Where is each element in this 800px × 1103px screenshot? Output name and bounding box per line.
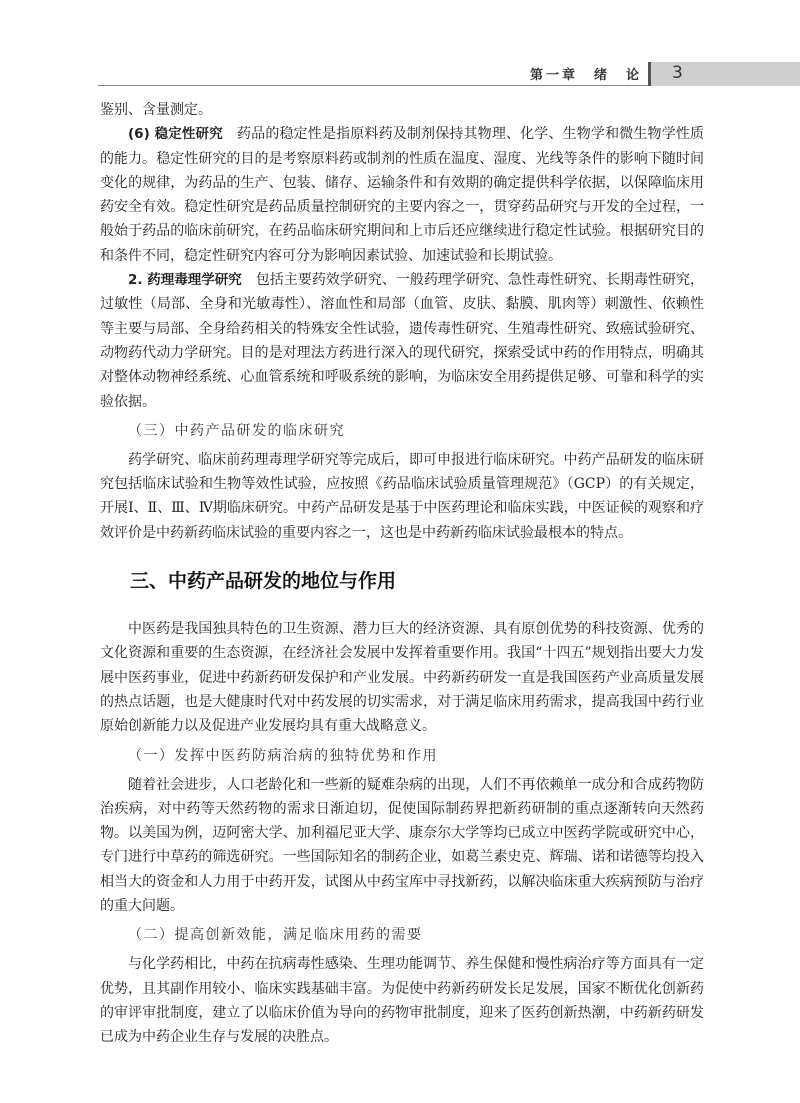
page-number: 3 — [672, 63, 683, 83]
pharmtox-text: 包括主要药效学研究、一般药理学研究、急性毒性研究、长期毒性研究，过敏性（局部、全身和光敏毒性）、溶血性和局部（血管、皮肤、黏膜、肌肉等）刺激性、依赖性等主要与局部、全身给药相关的特殊安全性试验，遗传毒性研究、生殖毒性研究、致癌试验研究、动物药代动力学研究。目的是对理法方药进行深入的现代研究，探索受试中药的作用特点，明确其对整体动物神经系统、心血管系统和呼吸系统的影响，为临床安全用药提供足够、可靠和科学的实验依据。 — [100, 272, 705, 410]
paragraph-pharmtox — [100, 268, 704, 414]
paragraph-clinical: 药学研究、临床前药理毒理学研究等完成后，即可申报进行临床研究。中药产品研发的临床研究包括临床试验和生物等效性试验，应按照《药品临床试验质量管理规范》（GCP）的有关规定，开展Ⅰ、Ⅱ、Ⅲ、Ⅳ期临床研究。中药产品研发是基于中医药理论和临床实践，中医证候的观察和疗效评价是中药新药临床试验的重要内容之一，这也是中药新药临床试验最根本的特点。 — [100, 451, 704, 541]
subheading-advantage: （一）发挥中医药防病治病的独特优势和作用 — [128, 747, 438, 764]
paragraph-stability — [100, 122, 704, 268]
paragraph-intro: 鉴别、含量测定。 — [100, 102, 212, 118]
section-heading-status: 三、中药产品研发的地位与作用 — [130, 570, 397, 593]
stability-text: 药品的稳定性是指原料药及制剂保持其物理、化学、生物学和微生物学性质的能力。稳定性研究的目的是考察原料药或制剂的性质在温度、湿度、光线等条件的影响下随时间变化的规律，为药品的生产、包装、储存、运输条件和有效期的确定提供科学依据，以保障临床用药安全有效。稳定性研究是药品质量控制研究的主要内容之一，贯穿药品研究与开发的全过程，一般始于药品的临床前研究，在药品临床研究期间和上市后还应继续进行稳定性试验。根据研究目的和条件不同，稳定性研究内容可分为影响因素试验、加速试验和长期试验。 — [100, 126, 705, 264]
chapter-title: 第一章 绪 论 — [530, 68, 643, 83]
pharmtox-label: 2. 药理毒理学研究 — [128, 272, 242, 289]
subheading-clinical-research: （三）中药产品研发的临床研究 — [128, 422, 345, 439]
page-number-box — [648, 62, 800, 86]
paragraph-advantage: 随着社会进步，人口老龄化和一些新的疑难杂病的出现，人们不再依赖单一成分和合成药物防治疾病，对中药等天然药物的需求日渐迫切，促使国际制药界把新药研制的重点逐渐转向天然药物。以美国为例，迈阿密大学、加利福尼亚大学、康奈尔大学等均已成立中医药学院或研究中心，专门进行中草药的筛选研究。一些国际知名的制药企业，如葛兰素史克、辉瑞、诺和诺德等均投入相当大的资金和人力用于中药开发，试图从中药宝库中寻找新药，以解决临床重大疾病预防与治疗的重大问题。 — [100, 776, 704, 915]
paragraph-status: 中医药是我国独具特色的卫生资源、潜力巨大的经济资源、具有原创优势的科技资源、优秀的文化资源和重要的生态资源，在经济社会发展中发挥着重要作用。我国“十四五”规划指出要大力发展中医药事业，促进中药新药研发保护和产业发展。中药新药研发一直是我国医药产业高质量发展的热点话题，也是大健康时代对中药发展的切实需求，对于满足临床用药需求，提高我国中药行业原始创新能力以及促进产业发展均具有重大战略意义。 — [100, 621, 704, 735]
stability-label: (6) 稳定性研究 — [128, 126, 223, 143]
page-body — [100, 98, 704, 1050]
page-header — [0, 62, 800, 86]
subheading-innovation: （二）提高创新效能，满足临床用药的需要 — [128, 927, 423, 944]
paragraph-innovation: 与化学药相比，中药在抗病毒性感染、生理功能调节、养生保健和慢性病治疗等方面具有一定优势，且其副作用较小、临床实践基础丰富。为促使中药新药研发长足发展，国家不断优化创新药的审评审批制度，建立了以临床价值为导向的药物审批制度，迎来了医药创新热潮，中药新药研发已成为中药企业生存与发展的决胜点。 — [100, 956, 704, 1046]
page-number-divider — [648, 62, 651, 86]
